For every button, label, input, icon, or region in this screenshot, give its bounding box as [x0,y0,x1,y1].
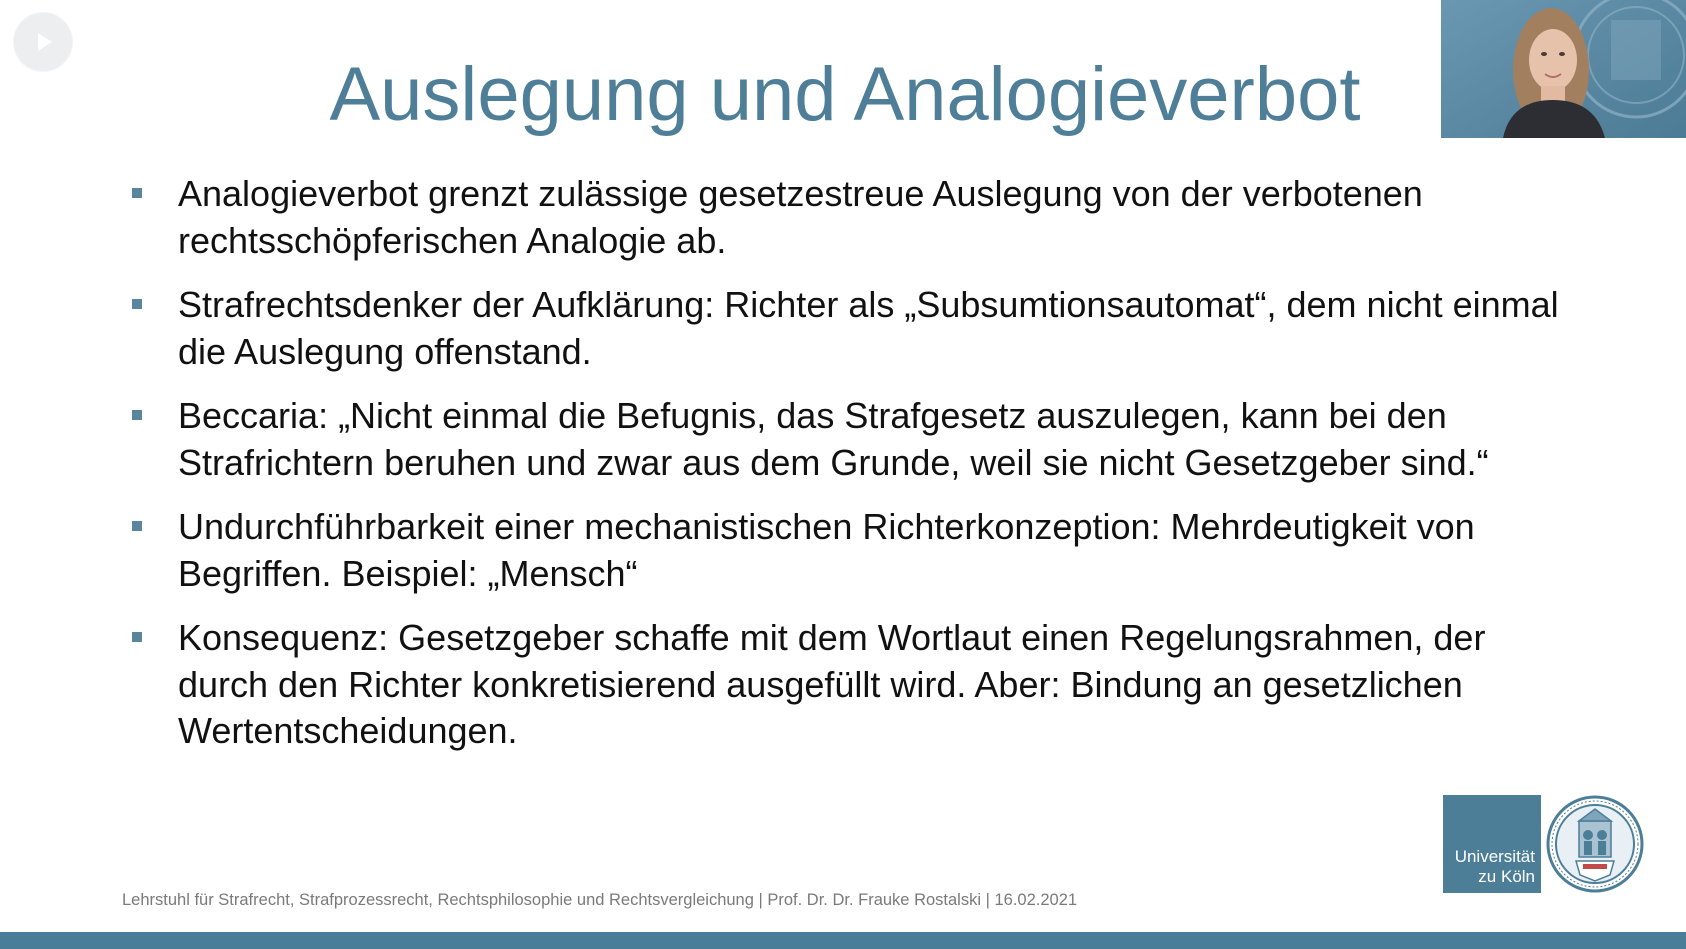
square-bullet-icon [132,632,142,642]
bottom-accent-bar [0,932,1686,949]
webcam-video [1441,0,1686,138]
presenter-video-feed [1441,0,1686,138]
slide-title: Auslegung und Analogieverbot [329,52,1361,137]
bullet-item [130,171,1570,264]
play-icon [29,28,57,56]
bullet-list [130,171,1570,773]
logo-line-2: zu Köln [1478,867,1535,886]
bullet-item [130,504,1570,597]
logo-line-1: Universität [1454,847,1535,866]
bullet-item [130,393,1570,486]
bullet-text: Analogieverbot grenzt zulässige gesetzestreue Auslegung von der verbotenen rechtsschöpferischen Analogie ab. [178,173,1423,261]
bullet-item [130,282,1570,375]
play-button[interactable] [14,13,72,71]
square-bullet-icon [132,188,142,198]
bullet-text: Strafrechtsdenker der Aufklärung: Richter als „Subsumtionsautomat“, dem nicht einmal die Auslegung offenstand. [178,284,1559,372]
square-bullet-icon [132,410,142,420]
bullet-text: Beccaria: „Nicht einmal die Befugnis, das Strafgesetz auszulegen, kann bei den Strafrichtern beruhen und zwar aus dem Grunde, weil sie nicht Gesetzgeber sind.“ [178,395,1489,483]
university-seal-icon [1546,795,1644,893]
footer-text: Lehrstuhl für Strafrecht, Strafprozessrecht, Rechtsphilosophie und Rechtsvergleichung | Prof. Dr. Dr. Frauke Rostalski | 16.02.2021 [122,891,1078,909]
bullet-text: Undurchführbarkeit einer mechanistischen Richterkonzeption: Mehrdeutigkeit von Begriffen. Beispiel: „Mensch“ [178,506,1475,594]
bullet-text: Konsequenz: Gesetzgeber schaffe mit dem Wortlaut einen Regelungsrahmen, der durch den Richter konkretisierend ausgefüllt wird. Aber: Bindung an gesetzlichen Wertentscheidungen. [178,617,1486,751]
bullet-item [130,615,1570,755]
university-logo [1443,795,1541,893]
square-bullet-icon [132,521,142,531]
square-bullet-icon [132,299,142,309]
